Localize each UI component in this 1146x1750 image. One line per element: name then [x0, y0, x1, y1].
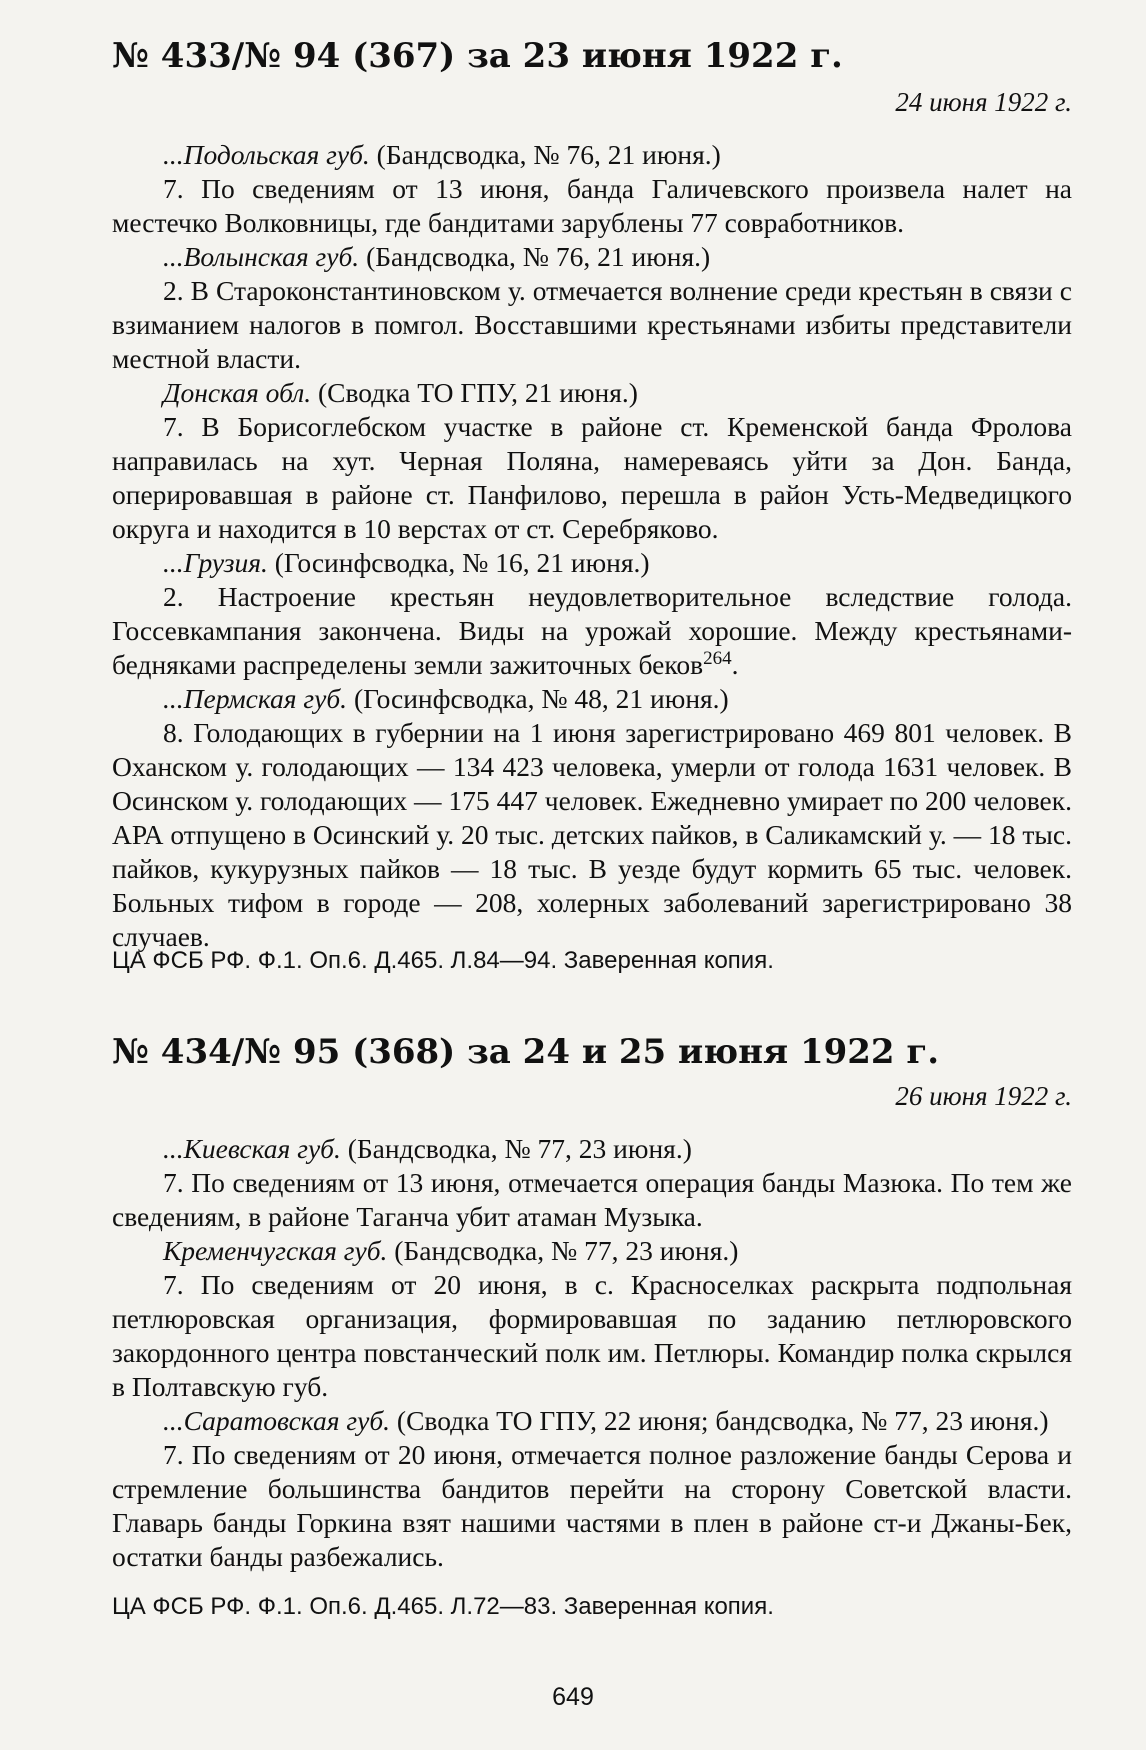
doc1-paragraph: 2. Настроение крестьян неудовлетворительное вследствие голода. Госсевкампания закончена. Виды на урожай хорошие. Между крестьянами-бедняками распределены земли зажиточных беков$^{264}$.	[112, 581, 1072, 680]
doc1-title: № 433/№ 94 (367) за 23 июня 1922 г.	[112, 36, 843, 76]
doc2-body	[112, 1132, 1072, 1574]
doc2-date: 26 июня 1922 г.	[895, 1081, 1072, 1111]
doc1-source-line: ...Подольская губ. (Бандсводка, № 76, 21 июня.)	[163, 139, 721, 170]
doc2-paragraph: 7. По сведениям от 20 июня, в с. Красноселках раскрыта подпольная петлюровская организация, формировавшая по заданию петлюровского закордонного центра повстанческий полк им. Петлюры. Командир полка скрылся в Полтавскую губ.	[112, 1269, 1072, 1402]
doc1-paragraph: 7. По сведениям от 13 июня, банда Галичевского произвела налет на местечко Волковницы, где бандитами зарублены 77 совработников.	[112, 173, 1072, 238]
doc1-paragraph: 7. В Борисоглебском участке в районе ст. Кременской банда Фролова направилась на хут. Черная Поляна, намереваясь уйти за Дон. Банда, оперировавшая в районе ст. Панфилово, перешла в район Усть-Медведицкого округа и находится в 10 верстах от ст. Серебряково.	[112, 411, 1072, 544]
doc1-paragraph: 8. Голодающих в губернии на 1 июня зарегистрировано 469 801 человек. В Оханском у. голодающих — 134 423 человека, умерли от голода 1631 человек. В Осинском у. голодающих — 175 447 человек. Ежедневно умирает по 200 человек. АРА отпущено в Осинский у. 20 тыс. детских пайков, в Саликамский у. — 18 тыс. пайков, кукурузных пайков — 18 тыс. В уезде будут кормить 65 тыс. человек. Больных тифом в городе — 208, холерных заболеваний зарегистрировано 38 случаев.	[112, 717, 1072, 952]
page-number: 649	[552, 1683, 594, 1711]
doc1-paragraph: 2. В Староконстантиновском у. отмечается волнение среди крестьян в связи с взиманием налогов в помгол. Восставшими крестьянами избиты представители местной власти.	[112, 275, 1072, 374]
doc1-source-line: ...Волынская губ. (Бандсводка, № 76, 21 июня.)	[163, 241, 711, 272]
doc2-paragraph: 7. По сведениям от 20 июня, отмечается полное разложение банды Серова и стремление большинства бандитов перейти на сторону Советской власти. Главарь банды Горкина взят нашими частями в плен в районе ст-и Джаны-Бек, остатки банды разбежались.	[112, 1439, 1072, 1572]
doc1-body	[112, 138, 1072, 954]
doc2-source-line: ...Киевская губ. (Бандсводка, № 77, 23 июня.)	[163, 1133, 692, 1164]
doc1-date: 24 июня 1922 г.	[895, 87, 1072, 117]
doc2-source-line: ...Саратовская губ. (Сводка ТО ГПУ, 22 июня; бандсводка, № 77, 23 июня.)	[163, 1405, 1049, 1436]
footnote-ref: 264	[703, 647, 732, 669]
doc2-source-line: Кременчугская губ. (Бандсводка, № 77, 23 июня.)	[163, 1235, 739, 1266]
doc1-source-line: ...Пермская губ. (Госинфсводка, № 48, 21 июня.)	[163, 683, 729, 714]
doc2-archive-ref: ЦА ФСБ РФ. Ф.1. Оп.6. Д.465. Л.72—83. Заверенная копия.	[112, 1593, 774, 1620]
doc2-paragraph: 7. По сведениям от 13 июня, отмечается операция банды Мазюка. По тем же сведениям, в районе Таганча убит атаман Музыка.	[112, 1167, 1072, 1232]
doc1-archive-ref: ЦА ФСБ РФ. Ф.1. Оп.6. Д.465. Л.84—94. Заверенная копия.	[112, 947, 774, 974]
doc2-title: № 434/№ 95 (368) за 24 и 25 июня 1922 г.	[112, 1032, 940, 1072]
doc1-source-line: ...Грузия. (Госинфсводка, № 16, 21 июня.)	[163, 547, 650, 578]
doc1-source-line: Донская обл. (Сводка ТО ГПУ, 21 июня.)	[163, 377, 638, 408]
